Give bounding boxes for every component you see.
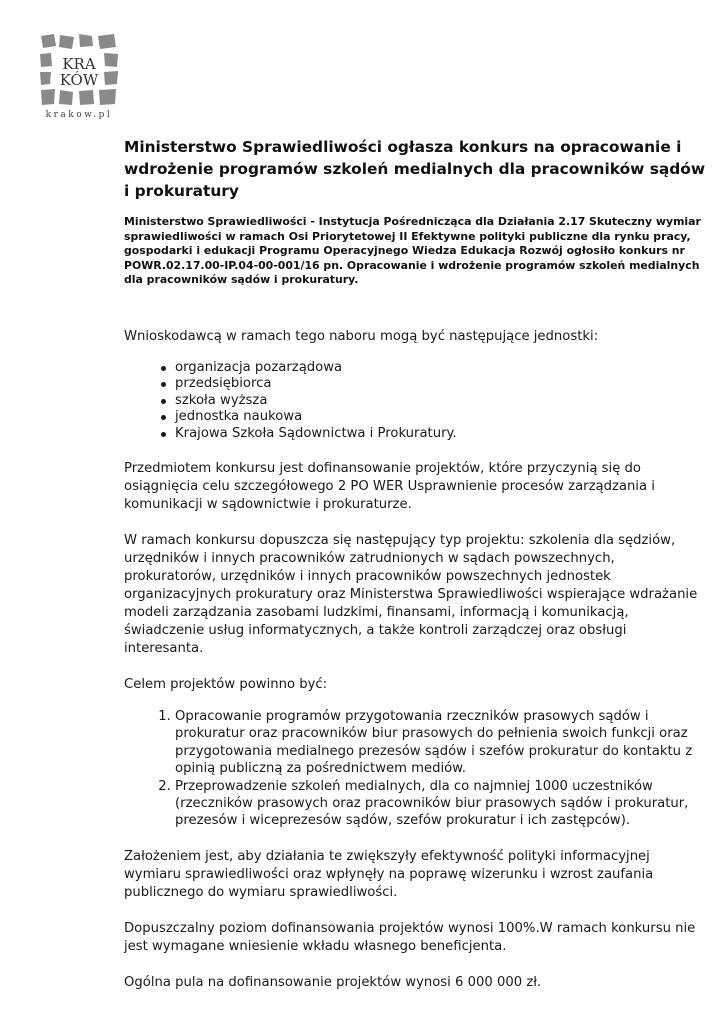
goals-intro: Celem projektów powinno być: [124, 677, 328, 692]
list-item: jednostka naukowa [175, 409, 709, 426]
article-title: Ministerstwo Sprawiedliwości ogłasza konkurs na opracowanie i wdrożenie programów szkoleń medialnych dla pracowników sądów i prokuratury [124, 138, 706, 200]
list-item: 2. Przeprowadzenie szkoleń medialnych, dla co najmniej 1000 uczestników (rzeczników prasowych oraz pracowników biur prasowych sądów i prokuratur, prezesów i wiceprezesów sądów, szefów prokuratur i ich zastępców). [175, 778, 709, 830]
project-type-paragraph: W ramach konkursu dopuszcza się następujący typ projektu: szkolenia dla sędziów, urzędników i innych pracowników zatrudnionych w sądach powszechnych, prokuratorów, urzędników i innych pracowników powszechnych jednostek organizacyjnych prokuratury oraz Ministerstwa Sprawiedliwości wspierające wdrażanie modeli zarządzania zasobami ludzkimi, finansami, informacją i komunikacją, świadczenie usług informatycznych, a także kontroli zarządczej oraz obsługi interesanta. [124, 533, 698, 656]
logo-word-top: KRA [62, 55, 96, 73]
list-item: 1. Opracowanie programów przygotowania rzeczników prasowych sądów i prokuratur oraz pracowników biur prasowych do pełnienia swoich funkcji oraz przygotowania medialnego prezesów sądów i szefów prokuratur do kontaktu z opinią publiczną za pośrednictwem mediów. [175, 708, 709, 778]
funding-level-paragraph: Dopuszczalny poziom dofinansowania projektów wynosi 100%.W ramach konkursu nie jest wymagane wniesienie wkładu własnego beneficjenta. [124, 920, 696, 954]
subject-paragraph: Przedmiotem konkursu jest dofinansowanie projektów, które przyczynią się do osiągnięcia celu szczegółowego 2 PO WER Usprawnienie procesów zarządzania i komunikacji w sądownictwie i prokuraturze. [124, 461, 655, 512]
total-pool-paragraph: Ogólna pula na dofinansowanie projektów wynosi 6 000 000 zł. [124, 974, 542, 990]
list-item: przedsiębiorca [175, 376, 709, 393]
list-item: Krajowa Szkoła Sądownictwa i Prokuratury. [175, 426, 709, 443]
applicants-list [124, 360, 709, 443]
goals-list [124, 708, 709, 830]
article [124, 136, 709, 992]
assumption-paragraph: Założeniem jest, aby działania te zwiększyły efektywność polityki informacyjnej wymiaru sprawiedliwości oraz wpłynęły na poprawę wizerunku i wzrost zaufania publicznego do wymiaru sprawiedliwości. [124, 848, 654, 900]
applicants-intro: Wnioskodawcą w ramach tego naboru mogą być następujące jednostki: [124, 328, 599, 344]
list-item: organizacja pozarządowa [175, 360, 709, 377]
logo-caption: krakow.pl [45, 110, 113, 120]
article-lead: Ministerstwo Sprawiedliwości - Instytucja Pośrednicząca dla Działania 2.17 Skuteczny wymiar sprawiedliwości w ramach Osi Priorytetowej II Efektywne polityki publiczne dla rynku pracy, gospodarki i edukacji Programu Operacyjnego Wiedza Edukacja Rozwój ogłosiło konkurs nr POWR.02.17.00-IP.04-00-001/16 pn. Opracowanie i wdrożenie programów szkoleń medialnych dla pracowników sądów i prokuratury. [124, 215, 701, 286]
list-item: szkoła wyższa [175, 393, 709, 410]
krakow-logo-graphic [38, 32, 120, 110]
logo-word-bottom: KÓW [59, 71, 99, 89]
krakow-logo [38, 32, 120, 122]
